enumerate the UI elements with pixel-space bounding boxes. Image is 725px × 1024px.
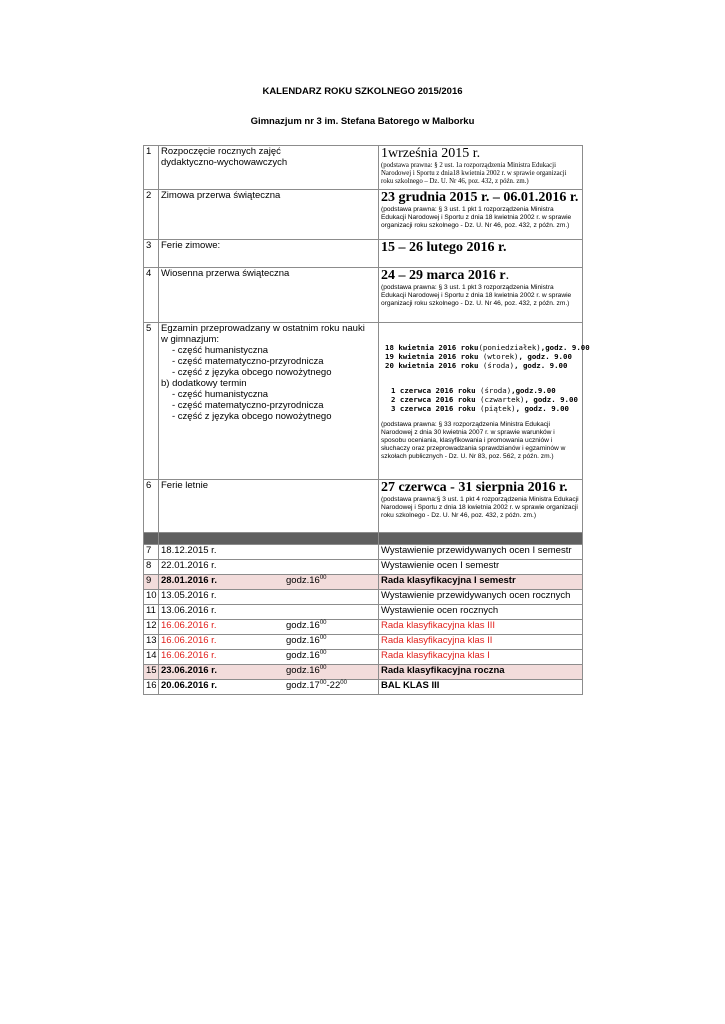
exam-extra-dates bbox=[391, 386, 580, 413]
event-date: 18.12.2015 r. bbox=[159, 545, 379, 560]
legal-basis: (podstawa prawna: § 33 rozporządzenia Ministra Edukacji Narodowej z dnia 30 kwietnia 2007 r. w sprawie warunków i sposobu oceniania, klasyfikowania i promowania uczniów i słuchaczy oraz przeprowadzania sprawdzianów i egzaminów w szkołach publicznych - Dz. U. Nr 83, poz. 562, z późn. zm.) bbox=[381, 421, 566, 460]
event-name: Wystawienie ocen rocznych bbox=[379, 605, 583, 620]
row-number: 14 bbox=[144, 650, 159, 665]
exam-date: 20 kwietnia 2016 roku (środa), godz. 9.00 bbox=[385, 361, 568, 370]
event-time: $godz.16^{00}$ bbox=[286, 650, 327, 661]
row-description: Rozpoczęcie rocznych zajęć dydaktyczno-wychowawczych bbox=[159, 146, 379, 190]
row-description: Wiosenna przerwa świąteczna bbox=[159, 268, 379, 323]
event-time: $godz.16^{00}$ bbox=[286, 665, 327, 676]
legal-basis: (podstawa prawna: § 3 ust. 1 pkt 1 rozporządzenia Ministra Edukacji Narodowej i Sportu z dnia 18 kwietnia 2002 r. w sprawie organizacji roku szkolnego - Dz. U. Nr 46, poz. 432, z późn. zm.) bbox=[381, 206, 572, 229]
legal-basis: (podstawa prawna: § 2 ust. 1a rozporządzenia Ministra Edukacji Narodowej i Sportu z dnia18 kwietnia 2002 r. w sprawie organizacji roku szkolnego – Dz. U. Nr 46, poz. 432, z późn. zm.) bbox=[381, 162, 567, 185]
school-name: Gimnazjum nr 3 im. Stefana Batorego w Malborku bbox=[250, 116, 475, 127]
event-date: 22.01.2016 r. bbox=[159, 560, 379, 575]
exam-date: 3 czerwca 2016 roku (piątek), godz. 9.00 bbox=[391, 404, 569, 413]
row-number: 16 bbox=[144, 680, 159, 695]
row-number: 1 bbox=[144, 146, 159, 190]
exam-date: 2 czerwca 2016 roku (czwartek), godz. 9.00 bbox=[391, 395, 578, 404]
exam-date: 18 kwietnia 2016 roku(poniedziałek),godz. 9.00 bbox=[385, 343, 590, 352]
event-date: 20.06.2016 r. $godz.17^{00}-22^{00}$ bbox=[159, 680, 379, 695]
event-row bbox=[144, 575, 583, 590]
row-number: 13 bbox=[144, 635, 159, 650]
event-time: $godz.16^{00}$ bbox=[286, 575, 327, 586]
row-date-cell bbox=[379, 146, 583, 190]
table-row bbox=[144, 268, 583, 323]
legal-basis: (podstawa prawna: § 3 ust. 1 pkt 3 rozporządzenia Ministra Edukacji Narodowej i Sportu z dnia 18 kwietnia 2002 r. w sprawie organizacji roku szkolnego - Dz. U. Nr 46, poz. 432, z późn. zm.) bbox=[381, 284, 572, 307]
event-row bbox=[144, 590, 583, 605]
event-name: Wystawienie przewidywanych ocen I semestr bbox=[379, 545, 583, 560]
event-name: Rada klasyfikacyjna klas III bbox=[379, 620, 583, 635]
event-name: Rada klasyfikacyjna klas I bbox=[379, 650, 583, 665]
event-row bbox=[144, 650, 583, 665]
event-row bbox=[144, 680, 583, 695]
row-date: 15 – 26 lutego 2016 r. bbox=[381, 240, 507, 255]
event-row bbox=[144, 560, 583, 575]
event-time: $godz.17^{00}-22^{00}$ bbox=[286, 680, 347, 691]
event-date: 16.06.2016 r. $godz.16^{00}$ bbox=[159, 635, 379, 650]
event-time: $godz.16^{00}$ bbox=[286, 635, 327, 646]
row-number: 7 bbox=[144, 545, 159, 560]
row-date-cell bbox=[379, 240, 583, 268]
event-name: Wystawienie ocen I semestr bbox=[379, 560, 583, 575]
row-date-cell bbox=[379, 480, 583, 533]
table-row bbox=[144, 146, 583, 190]
event-date: 16.06.2016 r. $godz.16^{00}$ bbox=[159, 620, 379, 635]
table-row bbox=[144, 190, 583, 240]
table-row bbox=[144, 323, 583, 480]
table-row bbox=[144, 240, 583, 268]
exam-main-dates bbox=[385, 343, 590, 370]
row-date: 23 grudnia 2015 r. – 06.01.2016 r. bbox=[381, 190, 579, 205]
event-date: 28.01.2016 r. $godz.16^{00}$ bbox=[159, 575, 379, 590]
row-date: 24 – 29 marca 2016 r. bbox=[381, 268, 510, 283]
row-date-cell bbox=[379, 323, 590, 480]
calendar-table bbox=[143, 145, 590, 695]
event-row bbox=[144, 665, 583, 680]
row-number: 8 bbox=[144, 560, 159, 575]
separator-cell bbox=[379, 533, 583, 545]
document-title: KALENDARZ ROKU SZKOLNEGO 2015/2016 bbox=[262, 86, 463, 97]
event-name: Rada klasyfikacyjna I semestr bbox=[379, 575, 583, 590]
row-description: Ferie zimowe: bbox=[159, 240, 379, 268]
row-date: 27 czerwca - 31 sierpnia 2016 r. bbox=[381, 480, 568, 495]
legal-basis: (podstawa prawna:§ 3 ust. 1 pkt 4 rozporządzenia Ministra Edukacji Narodowej i Sportu z dnia 18 kwietnia 2002 r. w sprawie organizacji roku szkolnego - Dz. U. Nr 46, poz. 432, z późn. zm.) bbox=[381, 496, 579, 519]
table-row bbox=[144, 480, 583, 533]
row-number: 10 bbox=[144, 590, 159, 605]
event-row bbox=[144, 545, 583, 560]
row-date-cell bbox=[379, 268, 583, 323]
row-description: Egzamin przeprowadzany w ostatnim roku nauki w gimnazjum: - część humanistyczna - część matematyczno-przyrodnicza - część z języka obcego nowożytnego b) dodatkowy termin - część humanistyczna - część matematyczno-przyrodnicza - część z języka obcego nowożytnego bbox=[159, 323, 379, 480]
row-number: 5 bbox=[144, 323, 159, 480]
row-number: 4 bbox=[144, 268, 159, 323]
event-row bbox=[144, 605, 583, 620]
row-number: 3 bbox=[144, 240, 159, 268]
separator-cell bbox=[144, 533, 159, 545]
exam-date: 1 czerwca 2016 roku (środa),godz.9.00 bbox=[391, 386, 556, 395]
event-date: 13.05.2016 r. bbox=[159, 590, 379, 605]
exam-date: 19 kwietnia 2016 roku (wtorek), godz. 9.00 bbox=[385, 352, 572, 361]
row-date: 1września 2015 r. bbox=[381, 146, 481, 161]
row-number: 12 bbox=[144, 620, 159, 635]
event-time: $godz.16^{00}$ bbox=[286, 620, 327, 631]
row-number: 6 bbox=[144, 480, 159, 533]
event-name: Rada klasyfikacyjna roczna bbox=[379, 665, 583, 680]
event-name: Rada klasyfikacyjna klas II bbox=[379, 635, 583, 650]
event-date: 23.06.2016 r. $godz.16^{00}$ bbox=[159, 665, 379, 680]
row-date-cell bbox=[379, 190, 583, 240]
event-date: 13.06.2016 r. bbox=[159, 605, 379, 620]
row-number: 2 bbox=[144, 190, 159, 240]
event-row bbox=[144, 620, 583, 635]
separator-cell bbox=[159, 533, 379, 545]
row-number: 11 bbox=[144, 605, 159, 620]
event-name: BAL KLAS III bbox=[379, 680, 583, 695]
row-number: 15 bbox=[144, 665, 159, 680]
event-name: Wystawienie przewidywanych ocen rocznych bbox=[379, 590, 583, 605]
row-description: Zimowa przerwa świąteczna bbox=[159, 190, 379, 240]
event-date: 16.06.2016 r. $godz.16^{00}$ bbox=[159, 650, 379, 665]
row-number: 9 bbox=[144, 575, 159, 590]
event-row bbox=[144, 635, 583, 650]
row-description: Ferie letnie bbox=[159, 480, 379, 533]
separator-row bbox=[144, 533, 583, 545]
